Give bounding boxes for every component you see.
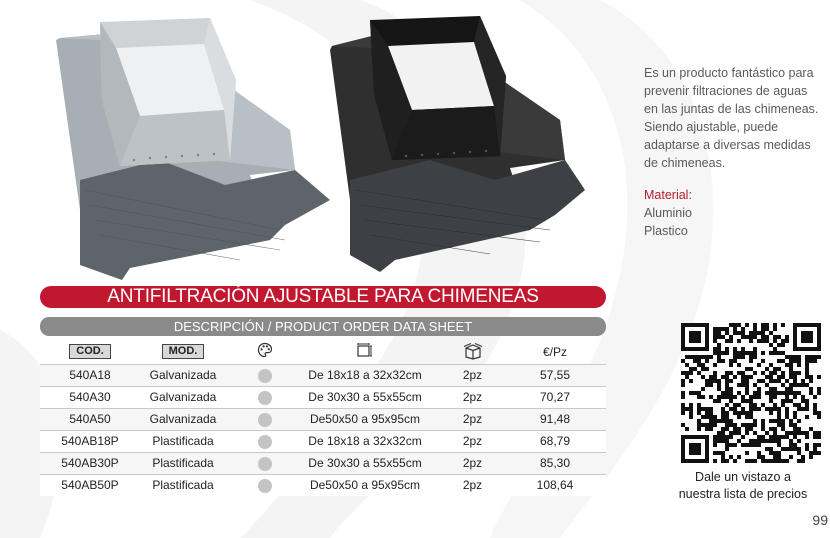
cell-pack: 2pz — [462, 412, 483, 426]
table-row — [40, 474, 606, 496]
cell-pack: 2pz — [462, 478, 483, 492]
cell-pack: 2pz — [462, 368, 483, 382]
material-item-plastico: Plastico — [644, 224, 688, 238]
color-swatch — [258, 369, 272, 383]
header-color — [245, 340, 285, 363]
header-price: €/Pz — [542, 345, 567, 359]
product-table — [40, 340, 606, 496]
cell-price: 68,79 — [539, 434, 571, 448]
qr-caption — [662, 469, 824, 503]
material-item-aluminio: Aluminio — [644, 206, 692, 220]
page-number: 99 — [812, 512, 828, 528]
cell-cod: 540A50 — [69, 412, 111, 426]
qr-code-icon[interactable] — [681, 321, 821, 465]
package-box-icon — [463, 342, 483, 360]
color-swatch — [258, 479, 272, 493]
cell-price: 70,27 — [539, 390, 571, 404]
cell-cod: 540AB50P — [61, 478, 119, 492]
cell-price: 85,30 — [539, 456, 571, 470]
cell-cod: 540AB18P — [61, 434, 119, 448]
table-row — [40, 386, 606, 408]
product-images — [40, 10, 600, 280]
plastified-product-image — [330, 16, 585, 272]
table-row — [40, 452, 606, 474]
color-swatch — [258, 391, 272, 405]
cell-mod: Plastificada — [152, 478, 214, 492]
cell-dimensions: De 30x30 a 55x55cm — [308, 390, 422, 404]
qr-caption-line1: Dale un vistazo a — [695, 470, 791, 484]
qr-caption-line2: nuestra lista de precios — [678, 487, 808, 501]
material-label: Material: — [644, 188, 692, 202]
header-cod-label: COD. — [69, 344, 111, 359]
cell-dimensions: De50x50 a 95x95cm — [309, 412, 421, 426]
cell-mod: Galvanizada — [149, 368, 217, 382]
header-mod — [140, 340, 226, 359]
cell-mod: Plastificada — [152, 434, 214, 448]
color-swatch — [258, 435, 272, 449]
cell-price: 108,64 — [536, 478, 574, 492]
cell-dimensions: De 18x18 a 32x32cm — [308, 434, 422, 448]
product-description — [644, 64, 820, 240]
page-title: ANTIFILTRACIÓN AJUSTABLE PARA CHIMENEAS — [40, 286, 606, 308]
cell-price: 91,48 — [539, 412, 571, 426]
cell-pack: 2pz — [462, 390, 483, 404]
cell-mod: Galvanizada — [149, 390, 217, 404]
galvanized-product-image — [56, 18, 330, 280]
cell-price: 57,55 — [539, 368, 571, 382]
table-row — [40, 430, 606, 452]
cell-mod: Galvanizada — [149, 412, 217, 426]
table-subtitle: DESCRIPCIÓN / PRODUCT ORDER DATA SHEET — [40, 317, 606, 336]
cell-dimensions: De 30x30 a 55x55cm — [308, 456, 422, 470]
cell-pack: 2pz — [462, 434, 483, 448]
table-row — [40, 364, 606, 386]
cell-cod: 540A18 — [69, 368, 111, 382]
cell-cod: 540AB30P — [61, 456, 119, 470]
table-row — [40, 408, 606, 430]
color-palette-icon — [257, 342, 273, 358]
cell-mod: Plastificada — [152, 456, 214, 470]
header-dimensions — [290, 340, 440, 363]
color-swatch — [258, 457, 272, 471]
cell-dimensions: De50x50 a 95x95cm — [309, 478, 421, 492]
header-mod-label: MOD. — [162, 344, 205, 359]
cell-dimensions: De 18x18 a 32x32cm — [308, 368, 422, 382]
table-header — [40, 340, 606, 364]
cell-color — [245, 475, 285, 500]
header-pack — [445, 340, 500, 365]
cell-pack: 2pz — [462, 456, 483, 470]
color-swatch — [258, 413, 272, 427]
description-text: Es un producto fantástico para prevenir filtraciones de aguas en las juntas de las chimeneas. Siendo ajustable, puede adaptarse a diversas medidas de chimeneas. — [644, 66, 819, 170]
cell-cod: 540A30 — [69, 390, 111, 404]
dimensions-icon — [356, 342, 374, 358]
header-cod — [50, 340, 130, 359]
